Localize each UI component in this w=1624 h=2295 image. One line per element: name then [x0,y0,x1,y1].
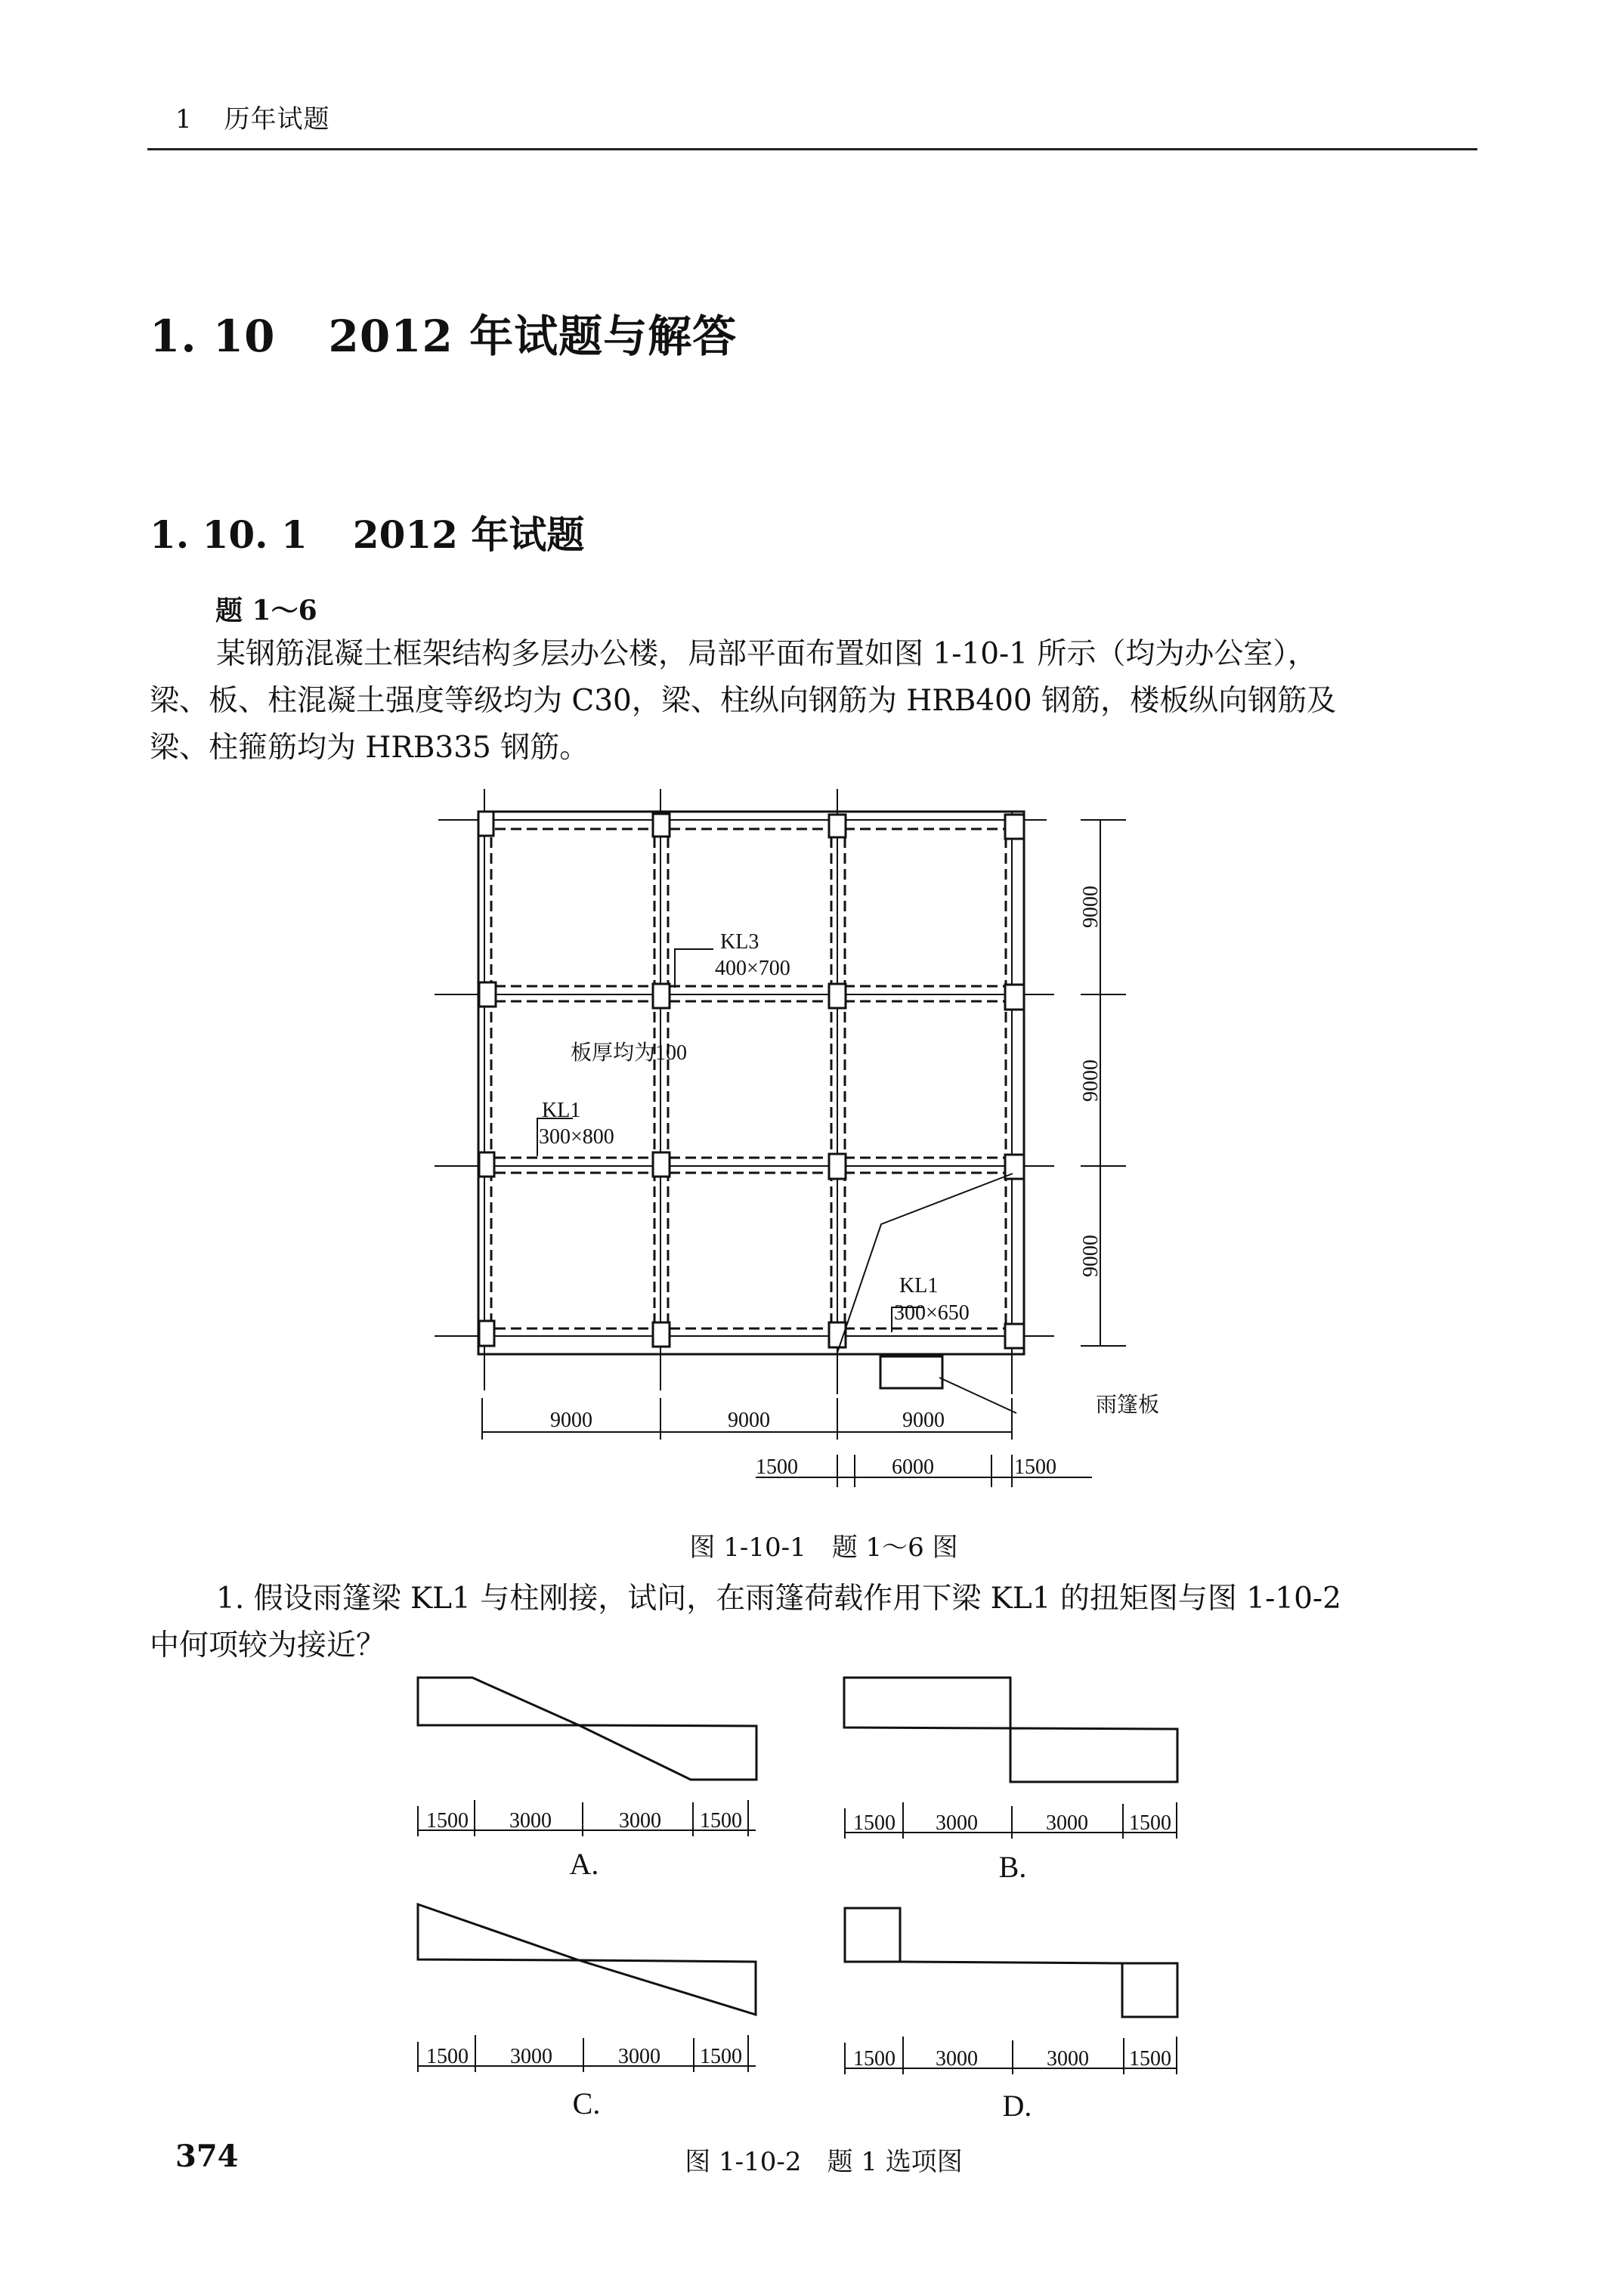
kl1-size: 300×800 [539,1125,614,1149]
option-a-dim-1: 1500 [426,1809,469,1833]
kl3-size: 400×700 [715,957,790,980]
dim-bottom-3: 9000 [902,1409,945,1432]
dim-right-3: 9000 [1079,1235,1103,1277]
option-d-dim-2: 3000 [936,2047,978,2071]
option-c-dim-1: 1500 [426,2045,469,2068]
option-c-label: C. [572,2086,601,2120]
intro-line-1: 某钢筋混凝土框架结构多层办公楼，局部平面布置如图 1-10-1 所示（均为办公室）， [216,637,1317,671]
dim-right-2: 9000 [1079,1059,1103,1102]
question-group-intro [150,631,1480,772]
dim-right-1: 9000 [1079,886,1103,928]
dim-bottom-2: 9000 [728,1409,770,1432]
floor-plan-figure [423,786,1224,1511]
slab-note: 板厚均为100 [571,1041,688,1065]
header-rule [147,148,1477,150]
option-c-dim-2: 3000 [510,2045,552,2068]
option-a-dim-3: 3000 [619,1809,661,1833]
option-b-dim-1: 1500 [853,1811,896,1835]
subsection-number: 1. 10. 1 [150,512,308,557]
question-group-label: 题 1～6 [215,595,317,626]
option-b-label: B. [998,1850,1027,1884]
option-d-dim-1: 1500 [853,2047,896,2071]
intro-line-2: 梁、板、柱混凝土强度等级均为 C30，梁、柱纵向钢筋为 HRB400 钢筋，楼板纵向钢筋及 [150,684,1337,718]
option-a-label: A. [569,1847,599,1881]
option-d-dim-3: 3000 [1047,2047,1089,2071]
kl1b-size: 300×650 [894,1301,970,1325]
torque-options-figure [393,1662,1262,2146]
subsection-heading [150,505,584,559]
option-c-dim-3: 3000 [618,2045,660,2068]
figure2-caption: 图 1-10-2 题 1 选项图 [685,2147,963,2177]
chapter-title: 历年试题 [224,104,330,135]
option-b-dim-4: 1500 [1129,1811,1171,1835]
subsection-title: 2012 年试题 [352,512,585,557]
intro-line-3: 梁、柱箍筋均为 HRB335 钢筋。 [150,731,589,765]
section-heading [150,301,737,364]
dim-canopy-1: 1500 [756,1455,798,1479]
dim-canopy-3: 1500 [1014,1455,1056,1479]
dim-canopy-2: 6000 [892,1455,934,1479]
figure1-caption: 图 1-10-1 题 1～6 图 [689,1533,958,1563]
option-b-dim-3: 3000 [1046,1811,1088,1835]
option-c-dim-4: 1500 [700,2045,742,2068]
option-a-dim-4: 1500 [700,1809,742,1833]
canopy-label: 雨篷板 [1096,1393,1160,1417]
dim-bottom-1: 9000 [550,1409,592,1432]
kl1-name: KL1 [542,1099,581,1122]
question-1-line-1: 1. 假设雨篷梁 KL1 与柱刚接，试问，在雨篷荷载作用下梁 KL1 的扭矩图与图 1-10-2 [216,1582,1341,1616]
option-d-dim-4: 1500 [1129,2047,1171,2071]
section-number: 1. 10 [150,311,276,362]
kl3-name: KL3 [720,930,759,954]
section-title: 2012 年试题与解答 [328,311,738,362]
running-head [175,98,329,135]
question-1-line-2: 中何项较为接近？ [150,1628,386,1662]
kl1b-name: KL1 [899,1274,939,1298]
chapter-number: 1 [175,104,193,135]
option-d-label: D. [1002,2089,1032,2123]
question-1 [150,1576,1480,1669]
page-number: 374 [175,2139,239,2174]
option-a-dim-2: 3000 [509,1809,552,1833]
option-b-dim-2: 3000 [936,1811,978,1835]
